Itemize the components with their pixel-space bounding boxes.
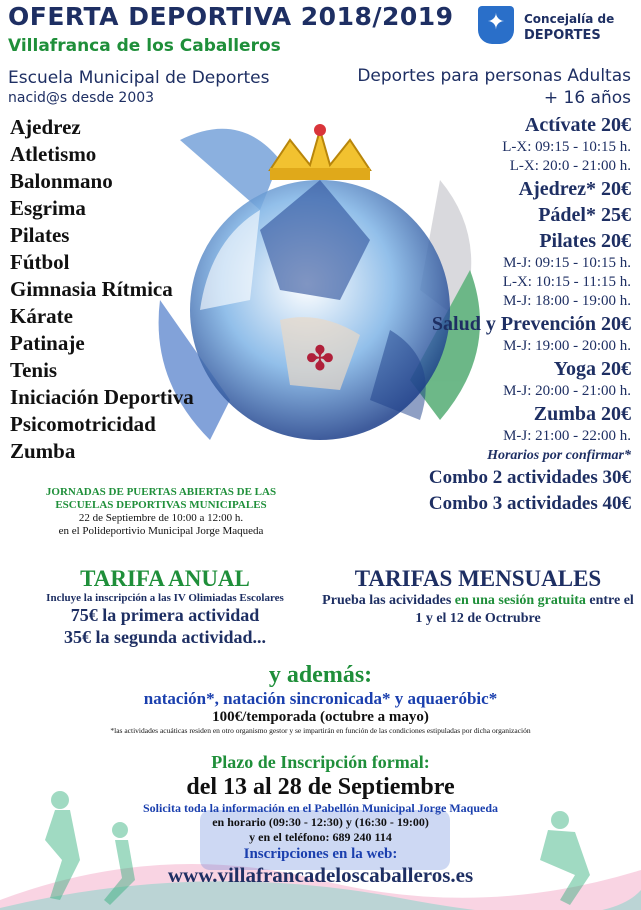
activity-name: Pilates 20€ (539, 230, 631, 252)
sport-item: Atletismo (10, 142, 97, 166)
sport-item: Gimnasia Rítmica (10, 277, 173, 301)
sport-item: Ajedrez (10, 115, 81, 139)
sport-item: Tenis (10, 358, 58, 382)
annual-price-1: 75€ la primera actividad (70, 605, 260, 625)
schedule-note: Horarios por confirmar* (487, 448, 631, 463)
activity-schedule: M-J: 09:15 - 10:15 h. (503, 255, 631, 271)
monthly-text-free: en una sesión gratuita (454, 593, 586, 608)
activity-name: Actívate 20€ (524, 114, 631, 136)
info-hours: en horario (09:30 - 12:30) y (16:30 - 19:00) (212, 815, 429, 829)
aquatic-activities: natación*, natación sincronicada* y aquaeróbic* (143, 689, 498, 708)
open-days-line-4: en el Polideportivio Municipal Jorge Maqueda (58, 525, 264, 537)
registration-dates: del 13 al 28 de Septiembre (186, 774, 455, 800)
sport-item: Esgrima (10, 196, 86, 220)
extra-heading: y además: (268, 662, 373, 688)
open-days-notice (6, 486, 316, 538)
adult-age-label: + 16 años (543, 88, 631, 108)
concejalia-logo (478, 6, 628, 46)
info-location: Solicita toda la información en el Pabellón Municipal Jorge Maqueda (143, 801, 498, 815)
annual-price-2: 35€ la segunda actividad... (63, 627, 267, 647)
activity-schedule: L-X: 09:15 - 10:15 h. (502, 139, 631, 155)
adult-activity-list (351, 112, 631, 517)
sport-item: Kárate (10, 304, 73, 328)
website-link[interactable]: www.villafrancadeloscaballeros.es (167, 863, 474, 887)
annual-tariff-sub: Incluye la inscripción a las IV Olimiadas Escolares (46, 592, 284, 604)
activity-schedule: L-X: 20:0 - 21:00 h. (509, 158, 631, 174)
annual-tariff-heading: TARIFA ANUAL (80, 566, 250, 591)
activity-name: Ajedrez* 20€ (518, 178, 631, 200)
monthly-tariff-heading: TARIFAS MENSUALES (354, 566, 602, 591)
logo-line-2: DEPORTES (524, 28, 601, 43)
registration-section (0, 752, 641, 887)
monthly-tariff-text (322, 592, 634, 628)
sport-item: Patinaje (10, 331, 85, 355)
svg-text:✤: ✤ (305, 339, 335, 379)
monthly-text-a: Prueba las acividades (322, 593, 455, 608)
poster-subtitle: Villafranca de los Caballeros (8, 36, 281, 56)
school-sport-list (10, 114, 194, 465)
crest-icon: ✦ (478, 6, 514, 44)
aquatic-price: 100€/temporada (octubre a mayo) (212, 709, 429, 725)
activity-schedule: M-J: 20:00 - 21:00 h. (503, 383, 631, 399)
adult-section-title: Deportes para personas Adultas (357, 66, 631, 86)
sport-item: Balonmano (10, 169, 113, 193)
open-days-line-3: 22 de Septiembre de 10:00 a 12:00 h. (78, 512, 244, 524)
activity-name: Pádel* 25€ (538, 204, 631, 226)
sport-item: Iniciación Deportiva (10, 385, 194, 409)
combo-3-price: Combo 3 actividades 40€ (428, 493, 631, 514)
monthly-tariff-block (322, 566, 634, 628)
activity-schedule: L-X: 10:15 - 11:15 h. (502, 274, 631, 290)
aquatic-section (0, 662, 641, 735)
sport-item: Psicomotricidad (10, 412, 156, 436)
activity-name: Salud y Prevención 20€ (431, 313, 631, 335)
open-days-line-2: ESCUELAS DEPORTIVAS MUNICIPALES (55, 499, 267, 511)
logo-line-1: Concejalía de (524, 12, 615, 26)
activity-name: Yoga 20€ (553, 358, 631, 380)
sport-item: Zumba (10, 439, 76, 463)
annual-tariff-block (20, 566, 310, 648)
open-days-line-1: JORNADAS DE PUERTAS ABIERTAS DE LAS (45, 486, 277, 498)
school-subtitle: nacid@s desde 2003 (8, 90, 155, 106)
aquatic-footnote: *las actividades acuáticas residen en otro organismo gestor y se impartirán en función de las condiciones estipuladas por dicha organización (110, 726, 531, 735)
school-title: Escuela Municipal de Deportes (8, 68, 270, 88)
poster-title: OFERTA DEPORTIVA 2018/2019 (8, 2, 454, 31)
activity-schedule: M-J: 19:00 - 20:00 h. (503, 338, 631, 354)
activity-schedule: M-J: 21:00 - 22:00 h. (503, 428, 631, 444)
info-phone: y en el teléfono: 689 240 114 (249, 830, 392, 844)
activity-schedule: M-J: 18:00 - 19:00 h. (503, 293, 631, 309)
combo-2-price: Combo 2 actividades 30€ (428, 467, 631, 488)
activity-name: Zumba 20€ (533, 403, 631, 425)
sport-item: Fútbol (10, 250, 70, 274)
registration-heading: Plazo de Inscripción formal: (211, 752, 430, 772)
sport-item: Pilates (10, 223, 70, 247)
monthly-text-c: entre el 1 y el 12 de Octrubre (415, 593, 634, 626)
web-label: Inscripciones en la web: (243, 846, 398, 862)
